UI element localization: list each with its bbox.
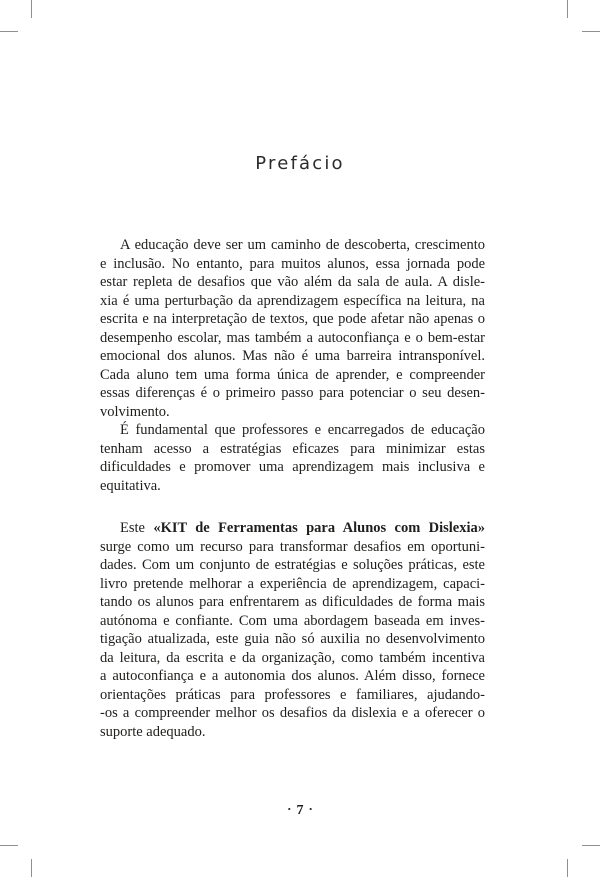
paragraph: [100, 236, 485, 421]
page-title: Prefácio: [255, 153, 345, 174]
text-line: [100, 649, 485, 668]
text-line: [100, 612, 485, 631]
text-line: [100, 556, 485, 575]
crop-mark-top-left-vertical: [31, 0, 32, 18]
crop-mark-bottom-right-vertical: [567, 859, 568, 877]
text-line: [100, 310, 485, 329]
text-segment: Cada aluno tem uma forma única de aprender, e compreender: [100, 366, 485, 383]
preface-paragraphs: [100, 236, 485, 741]
text-segment: orientações práticas para professores e familiares, ajudando-: [100, 686, 485, 703]
text-segment: desempenho escolar, mas também a autoconfiança e o bem-estar: [100, 329, 485, 346]
text-line: [100, 458, 485, 477]
text-line: [100, 347, 485, 366]
text-line: [100, 704, 485, 723]
crop-mark-bottom-left-vertical: [31, 859, 32, 877]
folio-left-ornament: ·: [287, 801, 292, 816]
crop-mark-top-left-horizontal: [0, 31, 18, 32]
paragraph: [100, 519, 485, 741]
text-line: [100, 421, 485, 440]
text-segment: É fundamental que professores e encarregados de educação: [120, 422, 485, 438]
text-segment: essas diferenças é o primeiro passo para potenciar o seu desen-: [100, 385, 485, 401]
text-line: [100, 575, 485, 594]
text-segment: equitativa.: [100, 477, 161, 494]
text-line: [100, 440, 485, 459]
text-line: [100, 384, 485, 403]
text-segment: Este: [120, 520, 154, 536]
text-segment: tando os alunos para enfrentarem as dificuldades de forma mais: [100, 594, 485, 610]
page-number: [0, 802, 600, 819]
crop-mark-bottom-right-horizontal: [582, 845, 600, 846]
text-line: [100, 630, 485, 649]
text-line: [100, 292, 485, 311]
text-line: [100, 686, 485, 705]
text-segment: xia é uma perturbação da aprendizagem específica na leitura, na: [100, 292, 485, 309]
crop-mark-top-right-vertical: [567, 0, 568, 18]
text-segment: tenham acesso a estratégias eficazes para minimizar estas: [100, 440, 485, 457]
text-segment: estar repleta de desafios que vão além da sala de aula. A disle-: [100, 274, 485, 290]
text-line: [100, 273, 485, 292]
crop-mark-bottom-left-horizontal: [0, 845, 18, 846]
text-line: [100, 519, 485, 538]
text-segment: tigação atualizada, este guia não só auxilia no desenvolvimento: [100, 631, 485, 647]
text-segment: e inclusão. No entanto, para muitos alunos, essa jornada pode: [100, 255, 485, 272]
text-line: [100, 255, 485, 274]
text-segment: emocional dos alunos. Mas não é uma barreira intransponível.: [100, 348, 485, 364]
text-segment: da leitura, da escrita e da organização, como também incentiva: [100, 649, 485, 666]
text-segment: volvimento.: [100, 403, 170, 420]
text-segment: livro pretende melhorar a experiência de aprendizagem, capaci-: [100, 575, 485, 592]
text-segment: A educação deve ser um caminho de descoberta, crescimento: [120, 237, 485, 253]
text-segment: dades. Com um conjunto de estratégias e soluções práticas, este: [100, 557, 485, 573]
text-segment: a autoconfiança e a autonomia dos alunos. Além disso, fornece: [100, 668, 485, 684]
text-line: [100, 667, 485, 686]
text-segment: surge como um recurso para transformar desafios em oportuni-: [100, 538, 485, 555]
paragraph: [100, 421, 485, 495]
text-segment: escrita e na interpretação de textos, que pode afetar não apenas o: [100, 311, 485, 327]
folio-right-ornament: ·: [308, 801, 313, 816]
text-segment: -os a compreender melhor os desafios da dislexia e a oferecer o: [100, 705, 485, 721]
text-line: [100, 366, 485, 385]
text-line: [100, 593, 485, 612]
text-segment: autónoma e confiante. Com uma abordagem baseada em inves-: [100, 612, 485, 629]
bold-text-segment: «KIT de Ferramentas para Alunos com Dislexia»: [153, 520, 486, 536]
text-line: [100, 236, 485, 255]
text-line: [100, 403, 485, 422]
text-line: [100, 538, 485, 557]
text-line: [100, 723, 485, 742]
text-line: [100, 477, 485, 496]
text-segment: dificuldades e promover uma aprendizagem mais inclusiva e: [100, 459, 485, 475]
text-segment: suporte adequado.: [100, 723, 206, 740]
crop-mark-top-right-horizontal: [582, 31, 600, 32]
folio-number: 7: [296, 803, 304, 818]
text-line: [100, 329, 485, 348]
